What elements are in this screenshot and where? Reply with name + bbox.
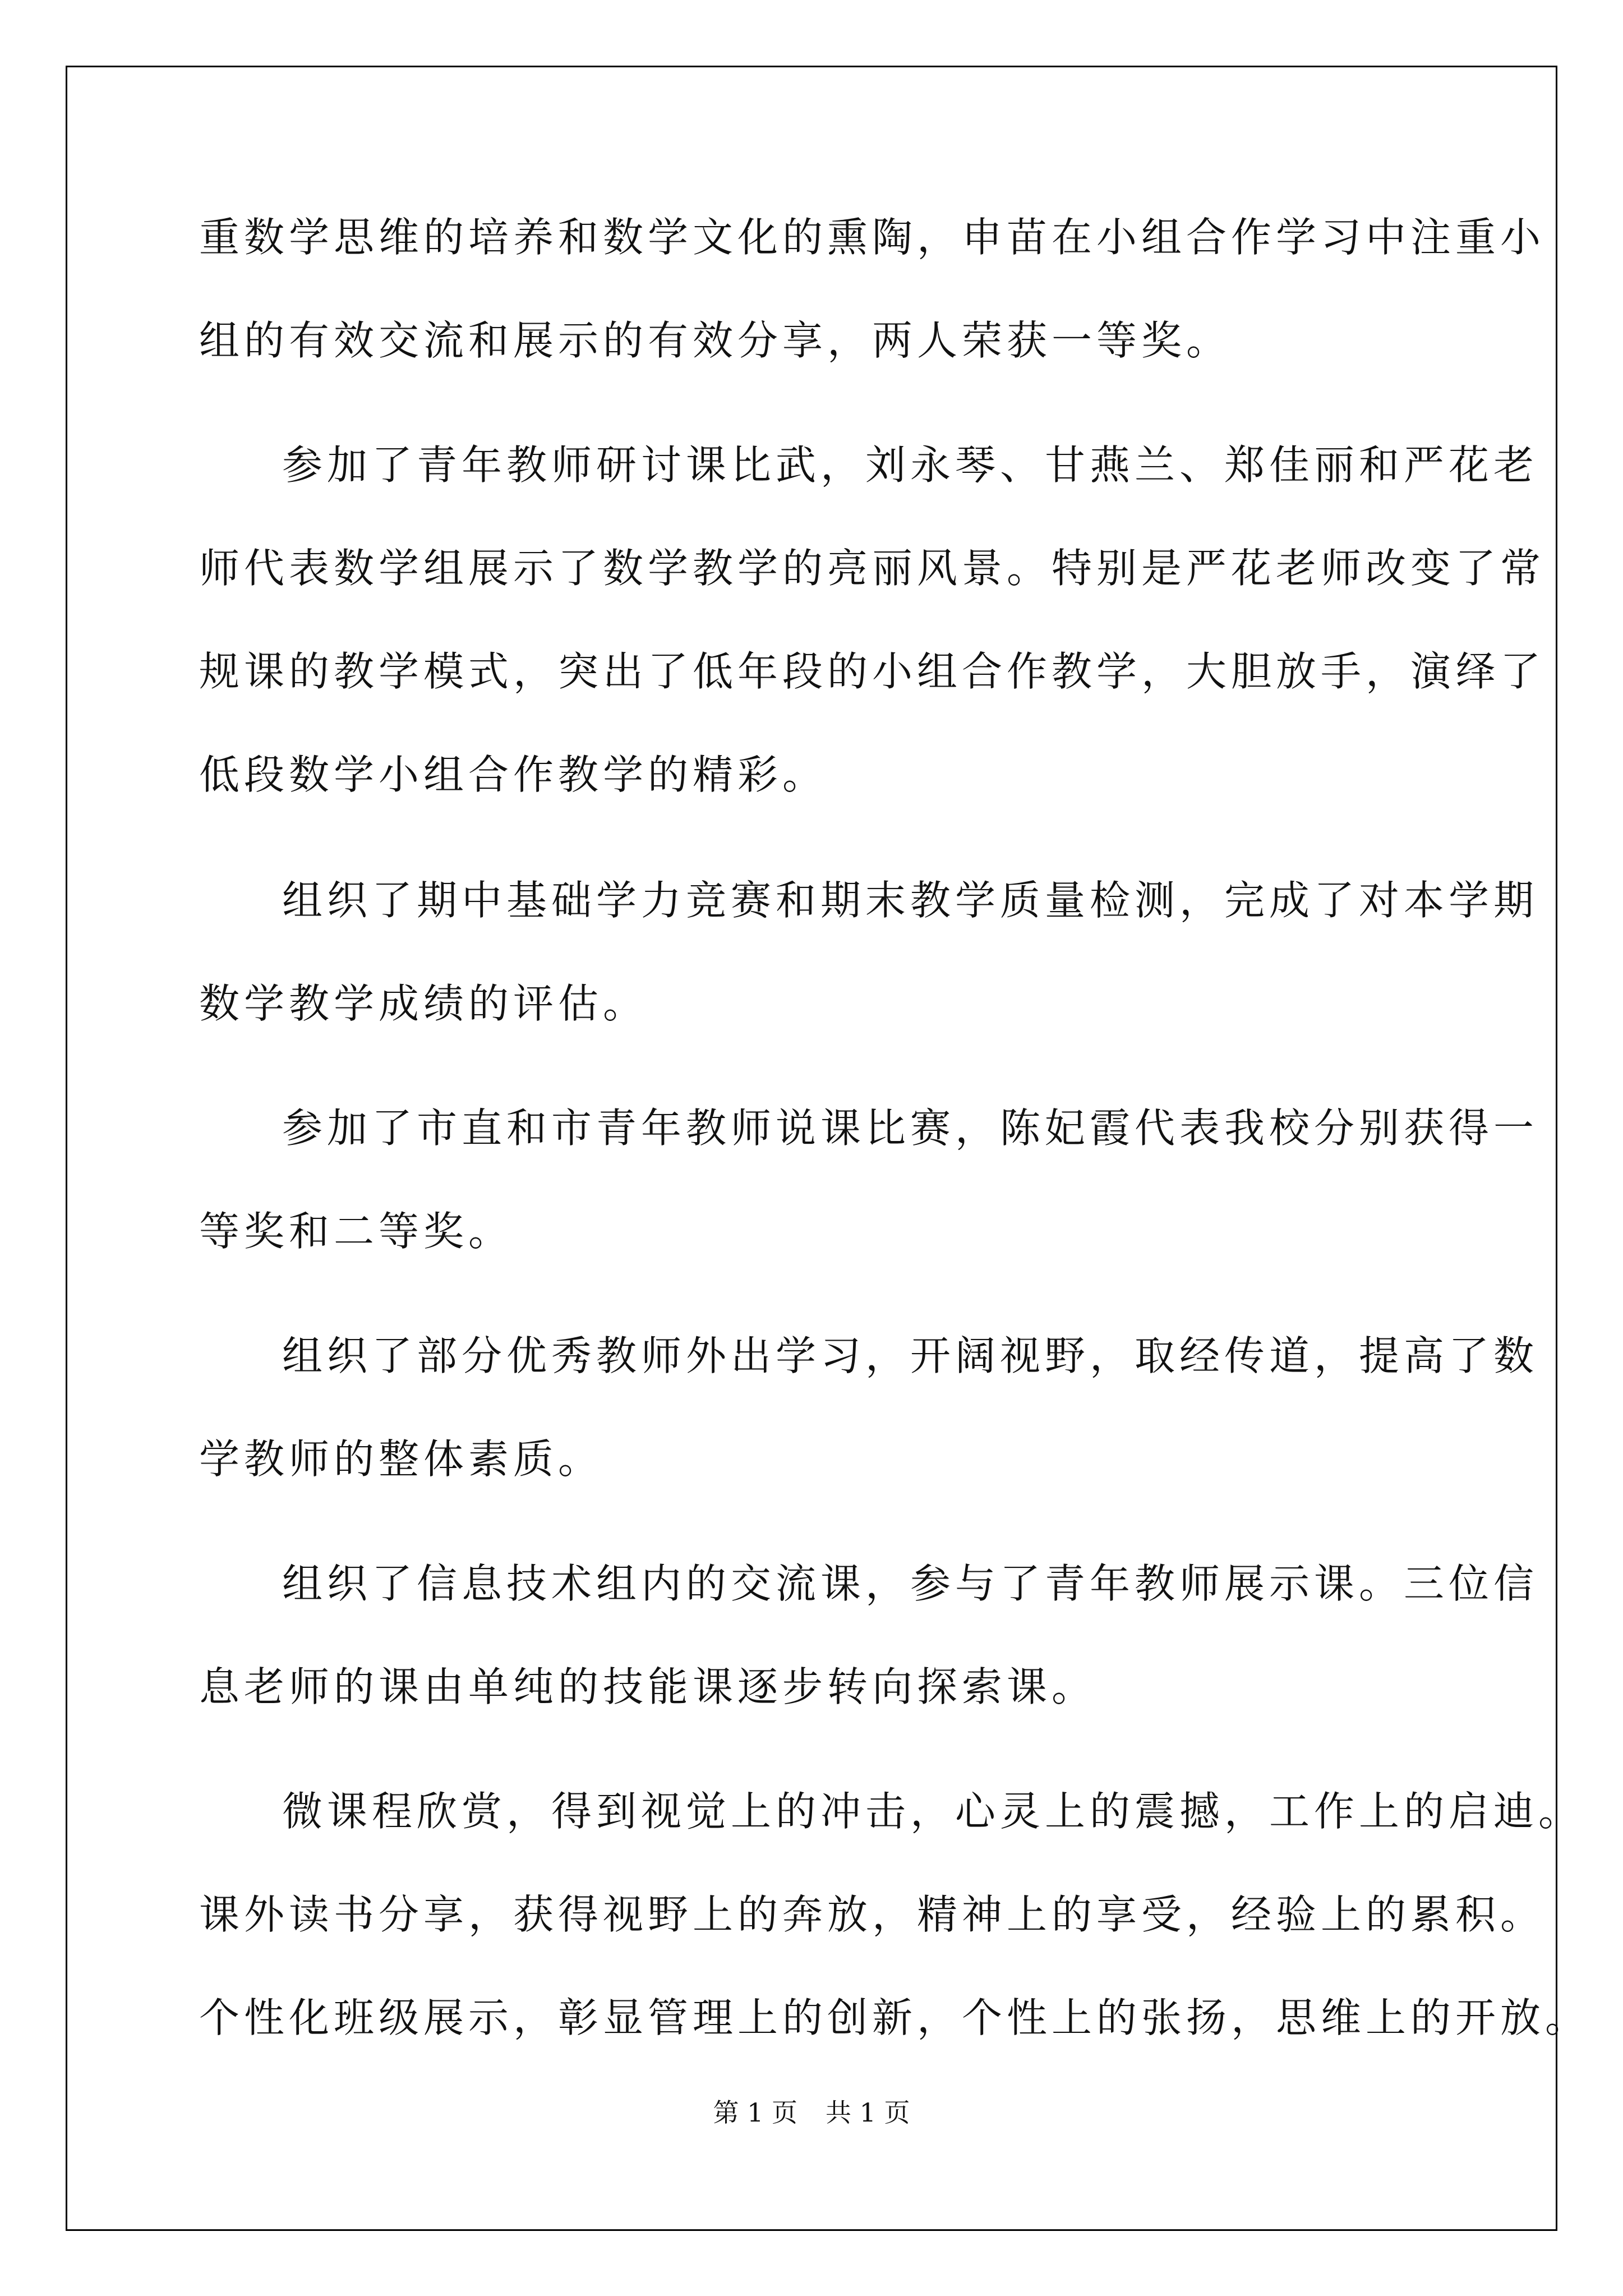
text-line: 数学教学成绩的评估。 — [199, 980, 648, 1027]
text-line: 等奖和二等奖。 — [199, 1208, 514, 1255]
text-line: 组织了部分优秀教师外出学习，开阔视野，取经传道，提高了数 — [282, 1332, 1539, 1379]
text-line: 课外读书分享，获得视野上的奔放，精神上的享受，经验上的累积。 — [199, 1891, 1546, 1938]
page-number: 第 1 页 — [713, 2097, 797, 2128]
text-line: 组织了信息技术组内的交流课，参与了青年教师展示课。三位信 — [282, 1560, 1539, 1607]
text-line: 个性化班级展示，彰显管理上的创新，个性上的张扬，思维上的开放。 — [199, 1994, 1590, 2041]
text-line: 息老师的课由单纯的技能课逐步转向探索课。 — [199, 1663, 1097, 1710]
text-line: 组织了期中基础学力竞赛和期末教学质量检测，完成了对本学期 — [282, 877, 1539, 924]
page-footer — [0, 2092, 1623, 2129]
text-line: 规课的教学模式，突出了低年段的小组合作教学，大胆放手，演绎了 — [199, 648, 1546, 695]
text-line: 重数学思维的培养和数学文化的熏陶，申苗在小组合作学习中注重小 — [199, 214, 1546, 261]
text-line: 组的有效交流和展示的有效分享，两人荣获一等奖。 — [199, 317, 1232, 364]
text-line: 学教师的整体素质。 — [199, 1435, 603, 1483]
text-line: 师代表数学组展示了数学教学的亮丽风景。特别是严花老师改变了常 — [199, 545, 1546, 592]
text-line: 微课程欣赏，得到视觉上的冲击，心灵上的震撼，工作上的启迪。 — [282, 1788, 1584, 1835]
text-line: 参加了市直和市青年教师说课比赛，陈妃霞代表我校分别获得一 — [282, 1105, 1539, 1152]
page-total: 共 1 页 — [826, 2097, 910, 2128]
text-line: 参加了青年教师研讨课比武，刘永琴、甘燕兰、郑佳丽和严花老 — [282, 441, 1539, 489]
text-line: 低段数学小组合作教学的精彩。 — [199, 751, 828, 798]
